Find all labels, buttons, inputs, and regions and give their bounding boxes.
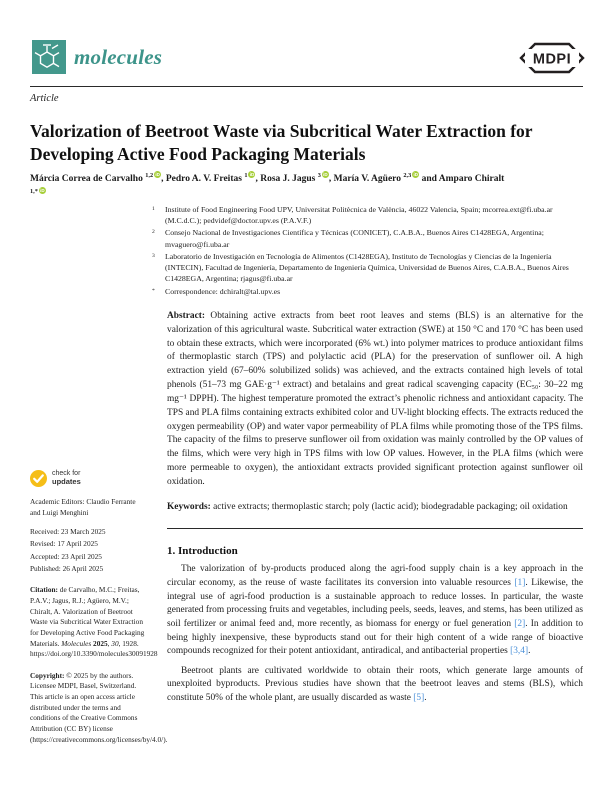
author-affiliation-sup: 1,*	[30, 188, 38, 196]
main-column	[167, 310, 583, 706]
affiliation-marker: 2	[152, 229, 155, 236]
citation-volume: 30	[111, 638, 119, 648]
citation-block	[30, 585, 158, 659]
header-divider	[30, 86, 583, 87]
body-paragraph: Beetroot plants are cultivated worldwide to obtain their roots, which generate large amounts of unexploited byproducts. Previous studies have shown that the beetroot leaves and stems (BLS), which constitute 50% of the whole plant, are usually discarded as waste [5].	[167, 665, 583, 703]
citation-body: de Carvalho, M.C.; Freitas, P.A.V.; Jagus, R.J.; Agüero, M.V.; Chiralt, A. Valorization of Beetroot Waste via Subcritical Water Extraction for Developing Active Food Packaging Materials.	[30, 585, 145, 648]
abstract-label: Abstract:	[167, 311, 206, 321]
page-title: Valorization of Beetroot Waste via Subcritical Water Extraction for Developing Active Food Packaging Materials	[30, 120, 533, 164]
orcid-icon[interactable]: iD	[323, 171, 328, 177]
orcid-icon[interactable]: iD	[249, 171, 255, 177]
molecules-journal-logo-icon	[32, 40, 66, 74]
section-divider	[167, 528, 583, 529]
reference-link[interactable]: [1]	[514, 578, 526, 588]
author-affiliation-sup: 2,3	[403, 171, 412, 179]
author-name: Pedro A. V. Freitas	[165, 173, 245, 184]
author-affiliation-sup: 1,2	[145, 171, 154, 179]
check-for-updates-label: check for updates	[52, 470, 81, 487]
abstract-text: Obtaining active extracts from beet root leaves and stems (BLS) is an alternative for the valorization of this agricultural waste. Subcritical water extraction (SWE) at 150 °C and 170 °C has been used to obtain these extracts, which were incorporated (6% wt.) into polymer matrices to produce antioxidant films of thermoplastic starch (TPS) and polylactic acid (PLA) for the preservation of sunflower oil. A high extraction yield (67–60% solubilized solids) was achieved, and the extracts contained high levels of total phenols (51–73 mg GAE·g⁻¹ extract) and betalains and great radical scavenging capacity (EC₅₀: 30–22 mg mg⁻¹ DPPH). The highest temperature promoted the extract’s phenolic richness and antioxidant capacity. The TPS and PLA films containing extracts exhibited color and UV-light blocking effects. The extracts reduced the oxygen permeability (OP) and water vapor permeability of PLA films while promoting those of the TPS films. The capacity of the films to preserve sunflower oil from oxidation was mainly controlled by the OP values of the films, which were very high in TPS films with low OP values. However, in the PLA films (which were more permeable to oxygen), the antioxidant extracts provided significant protection against sunflower oil oxidation.	[167, 311, 583, 487]
author-name: Amparo Chiralt	[438, 173, 505, 184]
keywords-text: active extracts; thermoplastic starch; poly (lactic acid); biodegradable packaging; oil oxidation	[210, 501, 568, 512]
checkmark-icon	[30, 470, 47, 487]
citation-doi[interactable]: , 1928. https://doi.org/10.3390/molecules30091928	[30, 638, 158, 659]
copyright-label: Copyright:	[30, 670, 65, 680]
author-name: Rosa J. Jagus	[260, 173, 318, 184]
affiliation-text: Consejo Nacional de Investigaciones Científica y Técnicas (CONICET), C.A.B.A., Buenos Aires C1428EGA, Argentina; mvaguero@fi.uba.ar	[165, 228, 544, 249]
orcid-icon[interactable]: iD	[155, 171, 160, 177]
orcid-icon[interactable]: iD	[413, 171, 418, 177]
affiliations-block	[152, 204, 585, 298]
keywords-label: Keywords:	[167, 501, 211, 512]
mdpi-logo	[518, 42, 586, 79]
check-for-updates-badge[interactable]	[30, 470, 146, 487]
affiliation-marker: 1	[152, 206, 155, 212]
affiliation-row	[152, 286, 585, 297]
affiliation-marker: 3	[152, 252, 155, 259]
article-dates	[30, 527, 146, 574]
affiliation-text: Laboratorio de Investigación en Tecnología de Alimentos (C1428EGA), Instituto de Tecnologías y Ciencias de la Ingeniería (INTECIN), Facultad de Ingeniería, Departamento de Ingeniería Química, Universidad de Buenos Aires, C.A.B.A., Buenos Aires C1428EGA, Argentina; rjagus@fi.uba.ar	[165, 251, 569, 284]
author-name: María V. Agüero	[333, 173, 404, 184]
sidebar	[30, 470, 168, 745]
affiliation-text: Institute of Food Engineering Food UPV, Universitat Politècnica de València, 46022 Valencia, Spain; mcorrea.ext@fi.uba.ar (M.C.d.C.); pedvidef@doctor.upv.es (P.A.V.F.)	[165, 205, 553, 226]
copyright-block	[30, 670, 168, 745]
copyright-text: © 2025 by the authors. Licensee MDPI, Basel, Switzerland. This article is an open access article distributed under the terms and conditions of the Creative Commons Attribution (CC BY) license (https://creativecommons.org/licenses/by/4.0/).	[30, 670, 168, 744]
introduction-paragraphs	[167, 563, 583, 705]
academic-editors: Academic Editors: Claudio Ferrante and Luigi Menghini	[30, 497, 136, 517]
reference-link[interactable]: [2]	[514, 618, 526, 629]
affiliation-row	[152, 251, 585, 285]
article-type-label: Article	[30, 93, 59, 104]
author-affiliation-sup: 1	[244, 171, 248, 179]
authors-line: Márcia Correa de Carvalho $^{1,2}$ iD, Pedro A. V. Freitas $^1$ iD, Rosa J. Jagus $^3$ iD, María V. Agüero $^{2,3}$ iD and Amparo Chiralt $^{1,*}$ iD	[30, 171, 505, 196]
author-affiliation-sup: 3	[317, 171, 321, 179]
journal-name: molecules	[74, 45, 163, 69]
affiliation-row	[152, 227, 585, 249]
body-paragraph: The valorization of by-products produced along the agri-food supply chain is a key approach in the circular economy, as the reuse of waste facilitates its conversion into valuable resources [1]. Likewise, the integral use of agri-food production is a sustainable approach to reduce losses. In particular, the waste generated from processing fruits and vegetables, including peels, seeds, leaves, and stems, has been utilized as soil fertilizer or animal feed and, more recently, as biomass for energy or fuel generation [2]. In addition to being highly inexpensive, these byproducts stand out for their high content of a wide range of bioactive compounds recognized for their potent antioxidant, antiradical, and antibacterial properties [3,4].	[167, 564, 584, 657]
affiliation-text: Correspondence: dchiralt@tal.upv.es	[165, 286, 281, 296]
affiliation-marker: *	[152, 287, 155, 294]
date-line: Published: 26 April 2025	[30, 563, 104, 573]
author-name: Márcia Correa de Carvalho	[30, 173, 146, 184]
date-line: Accepted: 23 April 2025	[30, 551, 102, 561]
section-heading-introduction: 1. Introduction	[167, 545, 238, 558]
citation-year: 2025	[93, 638, 108, 648]
abstract	[167, 310, 583, 490]
keywords	[167, 501, 583, 515]
mdpi-logo-text: MDPI	[532, 51, 572, 68]
reference-link[interactable]: [3,4]	[510, 646, 529, 657]
date-line: Revised: 17 April 2025	[30, 539, 98, 549]
affiliation-row	[152, 204, 585, 226]
orcid-icon[interactable]: iD	[40, 188, 45, 194]
date-line: Received: 23 March 2025	[30, 527, 106, 537]
citation-label: Citation:	[30, 585, 58, 595]
reference-link[interactable]: [5]	[413, 693, 425, 703]
citation-sep: ,	[107, 638, 112, 648]
citation-journal: Molecules	[61, 638, 92, 648]
